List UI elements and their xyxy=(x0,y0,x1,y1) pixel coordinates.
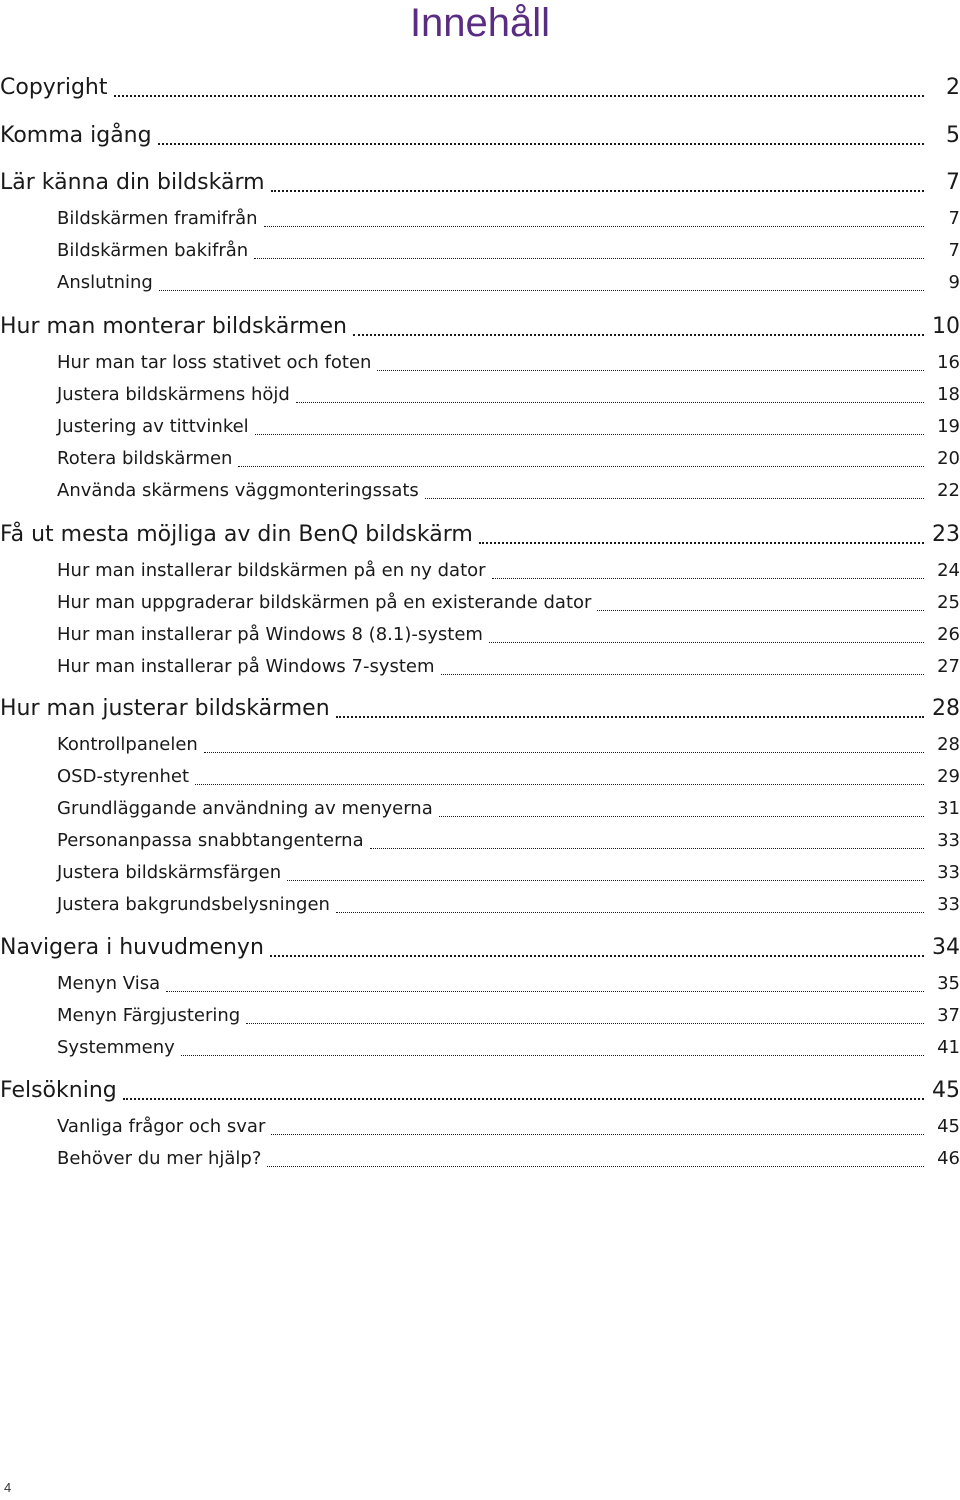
toc-section-entry[interactable] xyxy=(0,557,960,585)
dot-leader xyxy=(492,574,924,579)
dot-leader xyxy=(336,712,924,718)
toc-section-entry[interactable] xyxy=(0,795,960,823)
toc-entry-label: Hur man installerar på Windows 7-system xyxy=(57,656,435,677)
toc-section-entry[interactable] xyxy=(0,859,960,887)
dot-leader xyxy=(181,1051,924,1056)
toc-entry-page: 7 xyxy=(946,170,960,195)
toc-entry-page: 7 xyxy=(948,208,960,229)
toc-entry-page: 41 xyxy=(937,1037,960,1058)
toc-entry-label: Grundläggande användning av menyerna xyxy=(57,798,433,819)
toc-section-entry[interactable] xyxy=(0,1034,960,1062)
toc-entry-label: Anslutning xyxy=(57,272,153,293)
toc-entry-label: Komma igång xyxy=(0,123,152,148)
toc-chapter-entry[interactable] xyxy=(0,167,960,199)
toc-entry-label: Använda skärmens väggmonteringssats xyxy=(57,480,419,501)
toc-entry-page: 22 xyxy=(937,480,960,501)
dot-leader xyxy=(377,366,924,371)
toc-entry-page: 16 xyxy=(937,352,960,373)
toc-chapter-entry[interactable] xyxy=(0,1075,960,1107)
dot-leader xyxy=(271,186,924,192)
toc-entry-label: Bildskärmen bakifrån xyxy=(57,240,249,261)
dot-leader xyxy=(441,670,924,675)
toc-chapter-entry[interactable] xyxy=(0,519,960,551)
toc-section-entry[interactable] xyxy=(0,1002,960,1030)
toc-entry-label: Justering av tittvinkel xyxy=(57,416,249,437)
dot-leader xyxy=(195,780,924,785)
toc-entry-label: Kontrollpanelen xyxy=(57,734,198,755)
toc-entry-page: 7 xyxy=(948,240,960,261)
toc-section-entry[interactable] xyxy=(0,445,960,473)
toc-entry-page: 9 xyxy=(948,272,960,293)
toc-entry-page: 31 xyxy=(937,798,960,819)
toc-entry-page: 33 xyxy=(937,894,960,915)
page-title: Innehåll xyxy=(409,1,551,45)
dot-leader xyxy=(597,606,924,611)
toc-entry-label: Justera bildskärmsfärgen xyxy=(57,862,282,883)
toc-entry-page: 24 xyxy=(937,560,960,581)
toc-entry-label: Justera bildskärmens höjd xyxy=(57,384,290,405)
toc-entry-label: OSD-styrenhet xyxy=(57,766,190,787)
dot-leader xyxy=(255,430,924,435)
toc-section-entry[interactable] xyxy=(0,269,960,297)
toc-section-entry[interactable] xyxy=(0,763,960,791)
toc-entry-page: 19 xyxy=(937,416,960,437)
toc-entry-label: Hur man justerar bildskärmen xyxy=(0,696,330,721)
toc-section-entry[interactable] xyxy=(0,621,960,649)
dot-leader xyxy=(296,398,924,403)
toc-section-entry[interactable] xyxy=(0,381,960,409)
dot-leader xyxy=(254,254,924,259)
toc-entry-label: Menyn Färgjustering xyxy=(57,1005,241,1026)
toc-entry-page: 34 xyxy=(932,935,960,960)
toc-section-entry[interactable] xyxy=(0,349,960,377)
toc-section-entry[interactable] xyxy=(0,237,960,265)
dot-leader xyxy=(123,1094,924,1100)
toc-chapter-entry[interactable] xyxy=(0,311,960,343)
toc-section-entry[interactable] xyxy=(0,653,960,681)
toc-entry-page: 28 xyxy=(937,734,960,755)
toc-entry-label: Navigera i huvudmenyn xyxy=(0,935,264,960)
toc-entry-page: 23 xyxy=(932,522,960,547)
toc-entry-page: 18 xyxy=(937,384,960,405)
dot-leader xyxy=(353,330,924,336)
toc-entry-page: 2 xyxy=(946,75,960,100)
toc-entry-label: Hur man tar loss stativet och foten xyxy=(57,352,372,373)
toc-chapter-entry[interactable] xyxy=(0,932,960,964)
dot-leader xyxy=(425,494,924,499)
toc-entry-page: 5 xyxy=(946,123,960,148)
toc-entry-page: 33 xyxy=(937,862,960,883)
toc-section-entry[interactable] xyxy=(0,970,960,998)
dot-leader xyxy=(267,1162,924,1167)
toc-section-entry[interactable] xyxy=(0,827,960,855)
dot-leader xyxy=(489,638,924,643)
dot-leader xyxy=(271,1130,924,1135)
toc-section-entry[interactable] xyxy=(0,589,960,617)
dot-leader xyxy=(336,908,924,913)
dot-leader xyxy=(439,812,924,817)
page-number: 4 xyxy=(4,1480,12,1495)
dot-leader xyxy=(370,844,924,849)
toc-section-entry[interactable] xyxy=(0,891,960,919)
toc-chapter-entry[interactable] xyxy=(0,693,960,725)
dot-leader xyxy=(114,91,925,97)
toc-section-entry[interactable] xyxy=(0,477,960,505)
dot-leader xyxy=(166,987,924,992)
toc-entry-page: 10 xyxy=(932,314,960,339)
dot-leader xyxy=(479,538,924,544)
dot-leader xyxy=(264,222,924,227)
toc-entry-page: 29 xyxy=(937,766,960,787)
toc-entry-page: 25 xyxy=(937,592,960,613)
toc-entry-page: 33 xyxy=(937,830,960,851)
dot-leader xyxy=(246,1019,924,1024)
toc-entry-label: Få ut mesta möjliga av din BenQ bildskärm xyxy=(0,522,473,547)
toc-entry-label: Hur man installerar bildskärmen på en ny dator xyxy=(57,560,486,581)
toc-chapter-entry[interactable] xyxy=(0,72,960,104)
toc-chapter-entry[interactable] xyxy=(0,120,960,152)
toc-section-entry[interactable] xyxy=(0,413,960,441)
dot-leader xyxy=(270,951,924,957)
dot-leader xyxy=(158,139,924,145)
toc-section-entry[interactable] xyxy=(0,731,960,759)
toc-section-entry[interactable] xyxy=(0,1145,960,1173)
toc-entry-page: 37 xyxy=(937,1005,960,1026)
toc-entry-page: 35 xyxy=(937,973,960,994)
dot-leader xyxy=(238,462,924,467)
toc-entry-label: Justera bakgrundsbelysningen xyxy=(57,894,330,915)
toc-entry-page: 27 xyxy=(937,656,960,677)
toc-entry-label: Hur man monterar bildskärmen xyxy=(0,314,347,339)
toc-entry-page: 46 xyxy=(937,1148,960,1169)
toc-entry-page: 45 xyxy=(932,1078,960,1103)
toc-entry-label: Behöver du mer hjälp? xyxy=(57,1148,262,1169)
toc-entry-page: 20 xyxy=(937,448,960,469)
toc-entry-label: Hur man installerar på Windows 8 (8.1)-system xyxy=(57,624,483,645)
toc-entry-label: Hur man uppgraderar bildskärmen på en existerande dator xyxy=(57,592,592,613)
toc-entry-label: Felsökning xyxy=(0,1078,117,1103)
dot-leader xyxy=(204,748,924,753)
toc-entry-label: Lär känna din bildskärm xyxy=(0,170,265,195)
toc-entry-label: Bildskärmen framifrån xyxy=(57,208,258,229)
toc-entry-page: 28 xyxy=(932,696,960,721)
toc-entry-page: 45 xyxy=(937,1116,960,1137)
dot-leader xyxy=(287,876,924,881)
dot-leader xyxy=(159,286,924,291)
toc-entry-label: Personanpassa snabbtangenterna xyxy=(57,830,364,851)
toc-entry-label: Systemmeny xyxy=(57,1037,175,1058)
toc-entry-label: Menyn Visa xyxy=(57,973,161,994)
toc-entry-page: 26 xyxy=(937,624,960,645)
toc-section-entry[interactable] xyxy=(0,1113,960,1141)
toc-section-entry[interactable] xyxy=(0,205,960,233)
toc-entry-label: Copyright xyxy=(0,75,108,100)
toc-entry-label: Vanliga frågor och svar xyxy=(57,1116,266,1137)
toc-entry-label: Rotera bildskärmen xyxy=(57,448,233,469)
